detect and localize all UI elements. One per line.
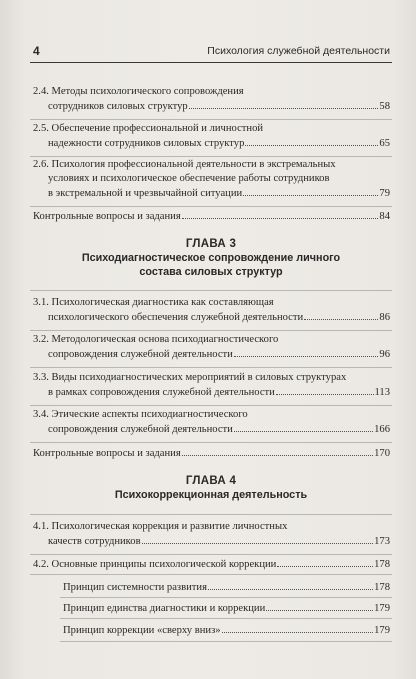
toc-page-number: 179 <box>374 603 390 614</box>
toc-page-number: 65 <box>379 138 390 149</box>
chapter-title: состава силовых структур <box>139 266 283 278</box>
toc-entry-text: 3.4. Этические аспекты психодиагностического <box>33 409 248 420</box>
toc-entry-questions <box>33 209 390 224</box>
toc-entry-text: 3.1. Психологическая диагностика как составляющая <box>33 297 274 308</box>
toc-entry-questions <box>33 446 390 461</box>
toc-entry-3-4 <box>33 408 390 437</box>
toc-entry-text: в экстремальной и чрезвычайной ситуации <box>48 188 243 199</box>
toc-entry-text: психологического обеспечения служебной деятельности <box>48 312 304 323</box>
page-number: 4 <box>33 44 40 58</box>
toc-entry-text: 4.1. Психологическая коррекция и развитие личностных <box>33 521 288 532</box>
toc-page-number: 86 <box>379 312 390 323</box>
toc-entry-text: Принцип единства диагностики и коррекции <box>63 603 266 614</box>
toc-entry-text: надежности сотрудников силовых структур <box>48 138 245 149</box>
toc-page-number: 178 <box>374 582 390 593</box>
toc-entry-2-5 <box>33 122 390 151</box>
toc-subentry <box>63 580 390 595</box>
chapter-heading <box>30 474 392 502</box>
toc-subentry <box>63 601 390 616</box>
toc-entry-text: качеств сотрудников <box>48 536 141 547</box>
toc-entry-text: 2.6. Психология профессиональной деятельности в экстремальных <box>33 159 336 170</box>
toc-entry-3-1 <box>33 296 390 325</box>
toc-entry-4-2 <box>33 557 390 572</box>
toc-entry-text: сопровождения служебной деятельности <box>48 424 233 435</box>
toc-entry-text: условиях и психологическое обеспечение работы сотрудников <box>48 173 330 184</box>
chapter-number: ГЛАВА 3 <box>185 238 237 250</box>
toc-entry-text: в рамках сопровождения служебной деятельности <box>48 387 275 398</box>
toc-entry-text: 2.4. Методы психологического сопровождения <box>33 86 244 97</box>
toc-page-number: 173 <box>374 536 390 547</box>
toc-entry-text: 3.2. Методологическая основа психодиагностического <box>33 334 279 345</box>
toc-entry-3-2 <box>33 333 390 362</box>
toc-entry-2-6 <box>33 158 390 201</box>
toc-page-number: 179 <box>374 625 390 636</box>
running-title: Психология служебной деятельности <box>207 45 390 57</box>
toc-page-number: 166 <box>374 424 390 435</box>
toc-page-number: 113 <box>374 387 390 398</box>
toc-entry-text: Контрольные вопросы и задания <box>33 211 181 222</box>
toc-page-number: 79 <box>379 188 390 199</box>
toc-entry-text: Принцип коррекции «сверху вниз» <box>63 625 221 636</box>
toc-entry-4-1 <box>33 520 390 549</box>
toc-subentry <box>63 623 390 638</box>
toc-entry-2-4 <box>33 85 390 114</box>
toc-page-number: 58 <box>379 101 390 112</box>
toc-entry-text: 3.3. Виды психодиагностических мероприятий в силовых структурах <box>33 372 347 383</box>
toc-entry-text: сопровождения служебной деятельности <box>48 349 233 360</box>
chapter-title: Психодиагностическое сопровождение личного <box>81 252 341 264</box>
toc-entry-text: Контрольные вопросы и задания <box>33 448 181 459</box>
toc-entry-text: Принцип системности развития <box>63 582 207 593</box>
page-header <box>30 44 392 63</box>
toc-page-number: 96 <box>379 349 390 360</box>
toc-entry-text: сотрудников силовых структур <box>48 101 188 112</box>
toc-page-number: 84 <box>379 211 390 222</box>
chapter-heading <box>30 237 392 279</box>
toc-entry-3-3 <box>33 371 390 400</box>
toc-entry-text: 4.2. Основные принципы психологической коррекции <box>33 559 277 570</box>
toc-page-number: 170 <box>374 448 390 459</box>
chapter-number: ГЛАВА 4 <box>185 475 237 487</box>
chapter-title: Психокоррекционная деятельность <box>114 489 308 501</box>
toc-page-number: 178 <box>374 559 390 570</box>
toc-entry-text: 2.5. Обеспечение профессиональной и личностной <box>33 123 264 134</box>
